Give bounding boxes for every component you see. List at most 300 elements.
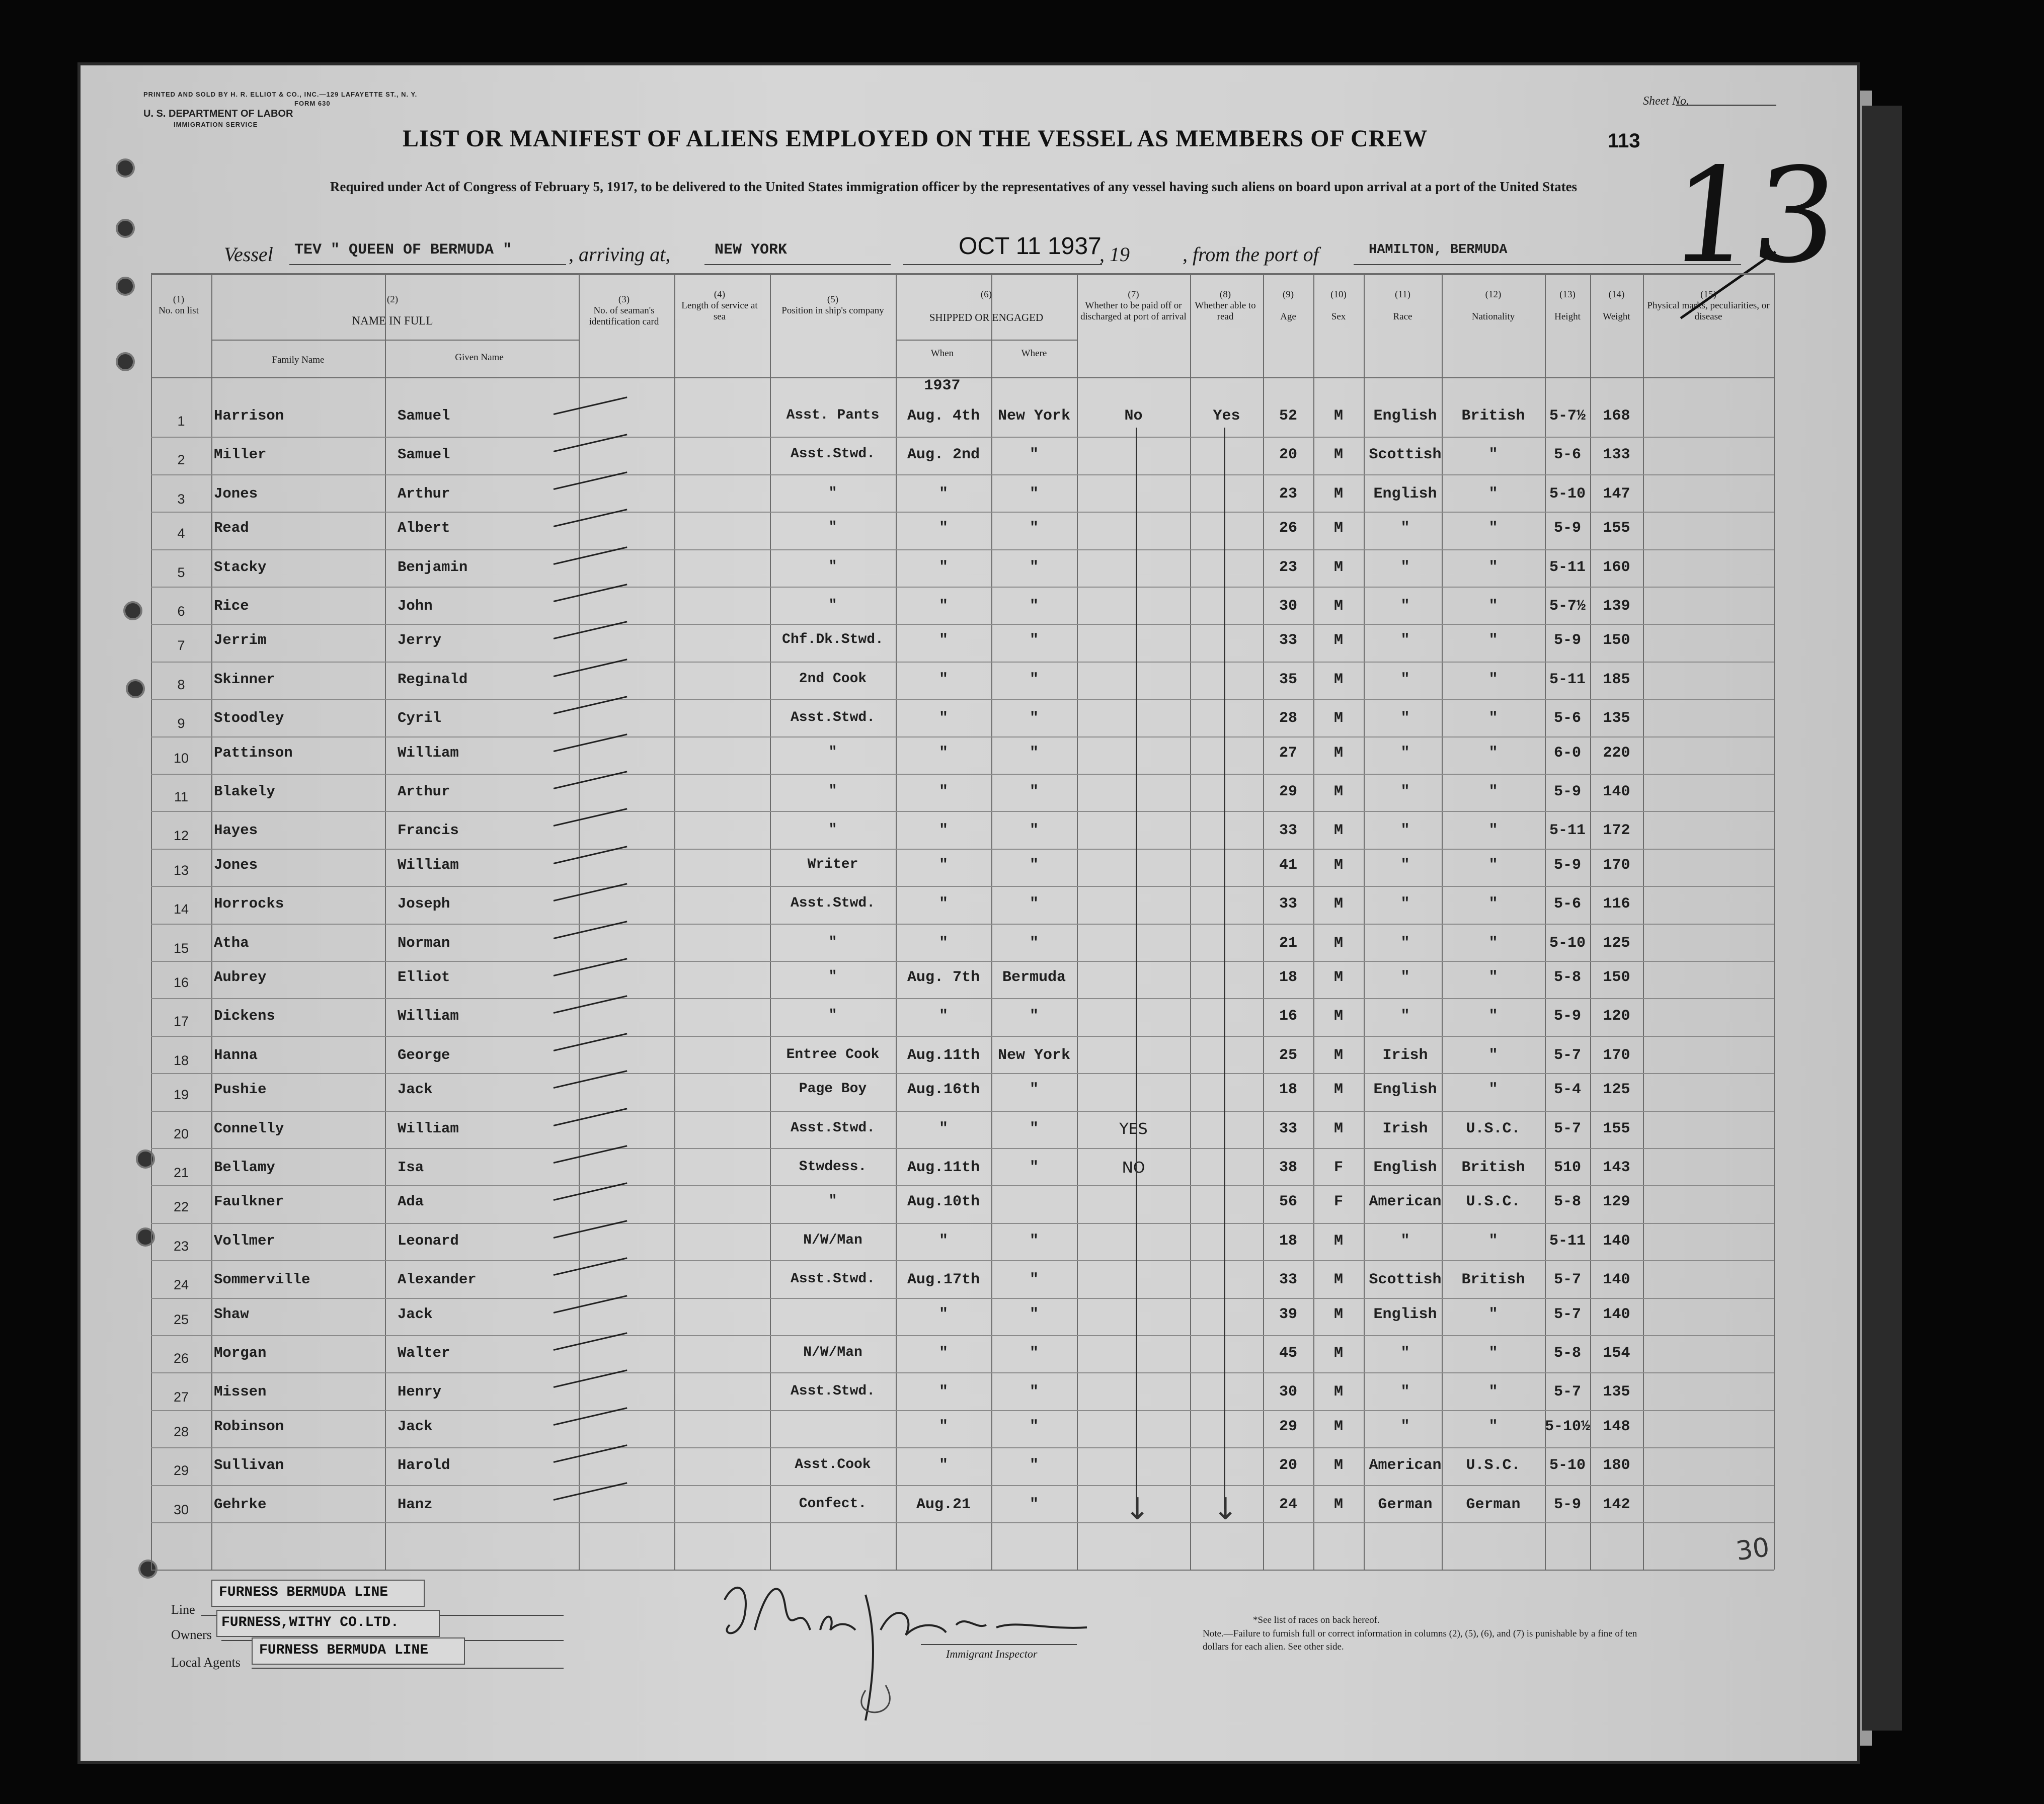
- row-17-race: ": [1400, 1008, 1410, 1025]
- table-column-rule: [1077, 273, 1078, 1570]
- row-30-family: Gehrke: [214, 1496, 267, 1513]
- row-6-given: John: [398, 598, 433, 614]
- row-23-where: ": [1029, 1232, 1039, 1250]
- row-13-when: ": [938, 856, 948, 874]
- pencil-total: 30: [1734, 1532, 1772, 1567]
- row-2-when: Aug. 2nd: [907, 446, 980, 464]
- row-7-where: ": [1029, 632, 1039, 649]
- row-17-no: 17: [173, 1014, 189, 1029]
- row-17-given: William: [398, 1008, 459, 1025]
- row-22-when: Aug.10th: [907, 1193, 980, 1211]
- row-6-nationality: ": [1488, 598, 1498, 615]
- row-29-family: Sullivan: [214, 1457, 284, 1474]
- table-row-rule: [151, 1372, 1774, 1373]
- row-15-sex: M: [1333, 934, 1343, 952]
- row-14-race: ": [1400, 895, 1410, 913]
- row-13-family: Jones: [214, 856, 258, 873]
- fine-note: Note.—Failure to furnish full or correct information in columns (2), (5), (6), and (7) is punishable by a fine of ten dollars for each alien. See other side.: [1203, 1628, 1637, 1652]
- row-12-position: ": [828, 822, 837, 838]
- table-column-rule: [1643, 273, 1644, 1570]
- row-12-no: 12: [173, 828, 189, 844]
- binder-hole: [116, 219, 135, 238]
- row-3-when: ": [938, 485, 948, 503]
- table-row-rule: [151, 774, 1774, 775]
- row-4-where: ": [1029, 520, 1039, 537]
- row-26-where: ": [1029, 1345, 1039, 1362]
- vessel-label: Vessel: [224, 243, 273, 266]
- row-20-where: ": [1029, 1120, 1039, 1137]
- row-18-race: Irish: [1382, 1046, 1428, 1064]
- table-row-rule: [151, 1260, 1774, 1261]
- col12-header: [1442, 289, 1545, 322]
- row-22-weight: 129: [1603, 1193, 1630, 1211]
- row-11-race: ": [1400, 783, 1410, 800]
- row-3-family: Jones: [214, 485, 258, 502]
- col2-label: NAME IN FULL: [352, 314, 433, 327]
- row-17-sex: M: [1333, 1008, 1343, 1025]
- row-8-when: ": [938, 671, 948, 688]
- row-26-age: 45: [1279, 1345, 1297, 1362]
- row-22-position: ": [828, 1193, 837, 1209]
- col2-number: (2): [386, 294, 399, 305]
- row-1-nationality: British: [1461, 407, 1525, 425]
- row-2-sex: M: [1333, 446, 1343, 464]
- row-19-age: 18: [1279, 1081, 1297, 1099]
- row-7-age: 33: [1279, 632, 1297, 649]
- row-12-weight: 172: [1603, 822, 1630, 840]
- row-9-position: Asst.Stwd.: [790, 710, 876, 726]
- row-30-no: 30: [173, 1502, 189, 1517]
- row-14-when: ": [938, 895, 948, 913]
- row-7-nationality: ": [1488, 632, 1498, 649]
- row-15-race: ": [1400, 934, 1410, 952]
- row-19-family: Pushie: [214, 1081, 267, 1098]
- table-column-rule: [579, 273, 580, 1570]
- col14-number: (14): [1608, 289, 1625, 300]
- row-4-race: ": [1400, 520, 1410, 537]
- row-23-age: 18: [1279, 1232, 1297, 1250]
- row-5-position: ": [828, 558, 837, 575]
- row-4-family: Read: [214, 520, 249, 537]
- row-9-age: 28: [1279, 710, 1297, 727]
- row-21-where: ": [1029, 1159, 1039, 1176]
- row-4-position: ": [828, 520, 837, 536]
- row-12-nationality: ": [1488, 822, 1498, 840]
- row-24-position: Asst.Stwd.: [790, 1271, 876, 1287]
- row-13-age: 41: [1279, 856, 1297, 874]
- table-column-rule: [1313, 273, 1314, 1570]
- arriving-port: NEW YORK: [715, 241, 788, 259]
- table-row-rule: [151, 587, 1774, 588]
- row-9-nationality: ": [1488, 710, 1498, 727]
- row-18-nationality: ": [1488, 1046, 1498, 1064]
- row-28-family: Robinson: [214, 1418, 284, 1435]
- row-10-height: 6-0: [1553, 744, 1581, 762]
- row-27-no: 27: [173, 1389, 189, 1405]
- row-27-height: 5-7: [1553, 1383, 1581, 1401]
- table-row-rule: [151, 849, 1774, 850]
- row-24-sex: M: [1333, 1271, 1343, 1289]
- row-20-given: William: [398, 1120, 459, 1137]
- row-11-where: ": [1029, 783, 1039, 800]
- row-3-race: English: [1373, 485, 1437, 503]
- row-26-position: N/W/Man: [803, 1345, 862, 1360]
- row-11-nationality: ": [1488, 783, 1498, 800]
- table-column-rule: [770, 273, 771, 1570]
- row-6-where: ": [1029, 598, 1039, 615]
- table-row-rule: [151, 998, 1774, 999]
- binder-hole: [116, 352, 135, 371]
- row-5-age: 23: [1279, 558, 1297, 576]
- row-26-given: Walter: [398, 1345, 450, 1361]
- page-number: 113: [1608, 130, 1640, 152]
- row-4-height: 5-9: [1553, 520, 1581, 537]
- row-20-family: Connelly: [214, 1120, 284, 1137]
- col7-number: (7): [1128, 289, 1139, 300]
- col12-number: (12): [1485, 289, 1502, 300]
- row-27-given: Henry: [398, 1383, 442, 1401]
- row-19-height: 5-4: [1553, 1081, 1581, 1099]
- row-15-no: 15: [173, 940, 189, 956]
- row-27-weight: 135: [1603, 1383, 1630, 1401]
- row-25-weight: 140: [1603, 1305, 1630, 1323]
- date-stamp: OCT 11 1937: [959, 233, 1102, 260]
- row-21-position: Stwdess.: [799, 1159, 867, 1175]
- row-10-no: 10: [173, 750, 189, 766]
- row-6-no: 6: [177, 604, 185, 619]
- row-13-nationality: ": [1488, 856, 1498, 874]
- row-5-given: Benjamin: [398, 558, 468, 576]
- col13-label: Height: [1554, 311, 1581, 322]
- row-19-position: Page Boy: [799, 1081, 867, 1097]
- row-17-position: ": [828, 1008, 837, 1024]
- row-27-position: Asst.Stwd.: [790, 1383, 876, 1400]
- table-row-rule: [151, 924, 1774, 925]
- row-3-height: 5-10: [1549, 485, 1586, 503]
- year-label: , 19: [1099, 243, 1130, 266]
- owners-value: FURNESS,WITHY CO.LTD.: [221, 1615, 399, 1630]
- row-6-race: ": [1400, 598, 1410, 615]
- row-4-age: 26: [1279, 520, 1297, 537]
- row-24-height: 5-7: [1553, 1271, 1581, 1289]
- row-18-position: Entree Cook: [786, 1046, 880, 1062]
- printer-imprint: PRINTED AND SOLD BY H. R. ELLIOT & CO., INC.—129 LAFAYETTE ST., N. Y.: [143, 91, 418, 98]
- col13-number: (13): [1559, 289, 1576, 300]
- row-1-when: Aug. 4th: [907, 407, 980, 425]
- row-20-race: Irish: [1382, 1120, 1428, 1137]
- col9-header: [1263, 289, 1313, 322]
- row-25-family: Shaw: [214, 1305, 249, 1323]
- row-11-when: ": [938, 783, 948, 800]
- row-19-when: Aug.16th: [907, 1081, 980, 1099]
- row-27-family: Missen: [214, 1383, 267, 1401]
- row-1-where: New York: [997, 407, 1071, 425]
- col6-number: (6): [980, 289, 992, 300]
- inspector-underline: [921, 1644, 1077, 1645]
- row-1-height: 5-7½: [1549, 407, 1586, 425]
- row-10-nationality: ": [1488, 744, 1498, 762]
- table-row-rule: [151, 1148, 1774, 1149]
- inspector-signature: [704, 1570, 1097, 1726]
- row-30-race: German: [1378, 1496, 1433, 1513]
- row-23-sex: M: [1333, 1232, 1343, 1250]
- row-7-sex: M: [1333, 632, 1343, 649]
- agents-label: Local Agents: [171, 1655, 241, 1670]
- row-28-race: ": [1400, 1418, 1410, 1435]
- row-18-when: Aug.11th: [907, 1046, 980, 1064]
- row-24-where: ": [1029, 1271, 1039, 1289]
- arriving-underline: [704, 264, 891, 265]
- row-30-weight: 142: [1603, 1496, 1630, 1513]
- row-12-where: ": [1029, 822, 1039, 840]
- row-2-given: Samuel: [398, 446, 450, 463]
- col1-label: No. on list: [159, 305, 199, 316]
- form-number: FORM 630: [294, 100, 331, 107]
- row-21-family: Bellamy: [214, 1159, 275, 1176]
- row-16-race: ": [1400, 969, 1410, 986]
- table-column-rule: [1364, 273, 1365, 1570]
- row-13-height: 5-9: [1553, 856, 1581, 874]
- row-29-position: Asst.Cook: [795, 1457, 871, 1473]
- row-28-age: 29: [1279, 1418, 1297, 1435]
- row-23-given: Leonard: [398, 1232, 459, 1249]
- col7-label: Whether to be paid off or discharged at port of arrival: [1080, 300, 1187, 322]
- row-29-nationality: U.S.C.: [1466, 1457, 1521, 1474]
- row-23-when: ": [938, 1232, 948, 1250]
- col4-header: [674, 289, 765, 322]
- row-29-where: ": [1029, 1457, 1039, 1474]
- row-16-nationality: ": [1488, 969, 1498, 986]
- row-9-sex: M: [1333, 710, 1343, 727]
- row-14-weight: 116: [1603, 895, 1630, 913]
- row-16-when: Aug. 7th: [907, 969, 980, 986]
- col6-label: SHIPPED OR ENGAGED: [929, 311, 1044, 323]
- row-3-given: Arthur: [398, 485, 450, 502]
- row-8-height: 5-11: [1549, 671, 1586, 688]
- row-18-weight: 170: [1603, 1046, 1630, 1064]
- table-row-rule: [151, 624, 1774, 625]
- row-19-where: ": [1029, 1081, 1039, 1099]
- row-5-family: Stacky: [214, 558, 267, 576]
- row-22-race: American: [1369, 1193, 1442, 1211]
- row-24-no: 24: [173, 1277, 189, 1293]
- row-8-position: 2nd Cook: [799, 671, 867, 687]
- col1-header: [151, 294, 206, 316]
- row-10-given: William: [398, 744, 459, 761]
- row-8-no: 8: [177, 677, 185, 692]
- row-13-given: William: [398, 856, 459, 873]
- row-27-nationality: ": [1488, 1383, 1498, 1401]
- page-title: LIST OR MANIFEST OF ALIENS EMPLOYED ON THE VESSEL AS MEMBERS OF CREW: [403, 125, 1428, 152]
- row-19-race: English: [1373, 1081, 1437, 1099]
- line-label: Line: [171, 1602, 195, 1617]
- row-20-no: 20: [173, 1126, 189, 1141]
- row-1-no: 1: [177, 414, 185, 429]
- row-15-weight: 125: [1603, 934, 1630, 952]
- row-30-nationality: German: [1466, 1496, 1521, 1513]
- row-25-sex: M: [1333, 1305, 1343, 1323]
- col10-label: Sex: [1331, 311, 1346, 322]
- row-15-where: ": [1029, 934, 1039, 952]
- table-header-rule: [896, 340, 1077, 341]
- row-19-weight: 125: [1603, 1081, 1630, 1099]
- row-23-height: 5-11: [1549, 1232, 1586, 1250]
- row-26-race: ": [1400, 1345, 1410, 1362]
- row-29-age: 20: [1279, 1457, 1297, 1474]
- row-30-age: 24: [1279, 1496, 1297, 1513]
- row-3-where: ": [1029, 485, 1039, 503]
- row-1-given: Samuel: [398, 407, 450, 424]
- from-port-label: , from the port of: [1183, 243, 1319, 266]
- row-15-position: ": [828, 934, 837, 950]
- from-port-underline: [1354, 264, 1741, 265]
- row-13-no: 13: [173, 862, 189, 878]
- row-10-weight: 220: [1603, 744, 1630, 762]
- row-25-race: English: [1373, 1305, 1437, 1323]
- row-22-no: 22: [173, 1199, 189, 1215]
- row-27-sex: M: [1333, 1383, 1343, 1401]
- row-26-no: 26: [173, 1351, 189, 1366]
- row-3-sex: M: [1333, 485, 1343, 503]
- row-6-age: 30: [1279, 598, 1297, 615]
- row-9-no: 9: [177, 716, 185, 731]
- row-30-sex: M: [1333, 1496, 1343, 1513]
- row-2-nationality: ": [1488, 446, 1498, 464]
- row-12-sex: M: [1333, 822, 1343, 840]
- row-17-when: ": [938, 1008, 948, 1025]
- row-23-weight: 140: [1603, 1232, 1630, 1250]
- col15-header: [1643, 289, 1774, 322]
- row-14-no: 14: [173, 901, 189, 917]
- table-row-rule: [151, 474, 1774, 475]
- row-10-race: ": [1400, 744, 1410, 762]
- table-row-rule: [151, 1298, 1774, 1299]
- row-1-paid: No: [1124, 407, 1143, 425]
- table-row-rule: [151, 736, 1774, 737]
- table-column-rule: [1774, 273, 1775, 1570]
- row-16-sex: M: [1333, 969, 1343, 986]
- row-18-given: George: [398, 1046, 450, 1063]
- row-7-no: 7: [177, 638, 185, 653]
- row-22-given: Ada: [398, 1193, 424, 1210]
- row-14-age: 33: [1279, 895, 1297, 913]
- row-7-weight: 150: [1603, 632, 1630, 649]
- row-6-when: ": [938, 598, 948, 615]
- row-6-family: Rice: [214, 598, 249, 614]
- row-16-weight: 150: [1603, 969, 1630, 986]
- col12-label: Nationality: [1471, 311, 1515, 322]
- row-14-position: Asst.Stwd.: [790, 895, 876, 912]
- row-5-when: ": [938, 558, 948, 576]
- row-9-when: ": [938, 710, 948, 727]
- row-16-where: Bermuda: [1002, 969, 1066, 986]
- row-16-given: Elliot: [398, 969, 450, 986]
- row-17-height: 5-9: [1553, 1008, 1581, 1025]
- row-9-height: 5-6: [1553, 710, 1581, 727]
- row-18-height: 5-7: [1553, 1046, 1581, 1064]
- row-3-position: ": [828, 485, 837, 501]
- row-20-when: ": [938, 1120, 948, 1137]
- row-8-weight: 185: [1603, 671, 1630, 688]
- col5-number: (5): [827, 294, 839, 305]
- row-30-height: 5-9: [1553, 1496, 1581, 1513]
- table-row-rule: [151, 1185, 1774, 1186]
- col2-given-label: Given Name: [455, 352, 504, 363]
- row-9-family: Stoodley: [214, 710, 284, 727]
- row-1-position: Asst. Pants: [786, 407, 880, 423]
- row-3-nationality: ": [1488, 485, 1498, 503]
- row-24-nationality: British: [1461, 1271, 1525, 1289]
- col8-label: Whether able to read: [1195, 300, 1256, 322]
- row-28-nationality: ": [1488, 1418, 1498, 1435]
- table-header-rule: [151, 274, 1774, 275]
- row-29-given: Harold: [398, 1457, 450, 1474]
- row-26-sex: M: [1333, 1345, 1343, 1362]
- row-7-position: Chf.Dk.Stwd.: [782, 632, 884, 648]
- row-5-sex: M: [1333, 558, 1343, 576]
- row-27-where: ": [1029, 1383, 1039, 1401]
- col14-header: [1590, 289, 1643, 322]
- row-26-weight: 154: [1603, 1345, 1630, 1362]
- row-19-nationality: ": [1488, 1081, 1498, 1099]
- row-7-race: ": [1400, 632, 1410, 649]
- row-8-given: Reginald: [398, 671, 468, 688]
- page-shadow: [1862, 106, 1902, 1731]
- row-4-weight: 155: [1603, 520, 1630, 537]
- row-15-age: 21: [1279, 934, 1297, 952]
- row-28-height: 5-10½: [1545, 1418, 1591, 1435]
- row-25-given: Jack: [398, 1305, 433, 1323]
- row-24-family: Sommerville: [214, 1271, 310, 1288]
- row-13-race: ": [1400, 856, 1410, 874]
- row-14-family: Horrocks: [214, 895, 284, 913]
- table-row-rule: [151, 886, 1774, 887]
- row-21-height: 510: [1553, 1159, 1581, 1176]
- col8-number: (8): [1219, 289, 1231, 300]
- arriving-label: , arriving at,: [569, 243, 671, 266]
- table-row-rule: [151, 1223, 1774, 1224]
- row-25-age: 39: [1279, 1305, 1297, 1323]
- row-11-given: Arthur: [398, 783, 450, 800]
- row-8-race: ": [1400, 671, 1410, 688]
- row-22-height: 5-8: [1553, 1193, 1581, 1211]
- row-27-race: ": [1400, 1383, 1410, 1401]
- row-21-no: 21: [173, 1165, 189, 1180]
- table-row-rule: [151, 512, 1774, 513]
- row-11-family: Blakely: [214, 783, 275, 800]
- row-19-given: Jack: [398, 1081, 433, 1098]
- row-29-height: 5-10: [1549, 1457, 1586, 1474]
- row-4-when: ": [938, 520, 948, 537]
- row-24-given: Alexander: [398, 1271, 477, 1288]
- row-21-weight: 143: [1603, 1159, 1630, 1176]
- row-24-weight: 140: [1603, 1271, 1630, 1289]
- row-26-family: Morgan: [214, 1345, 267, 1361]
- row-22-family: Faulkner: [214, 1193, 284, 1210]
- table-row-rule: [151, 1335, 1774, 1336]
- row-28-given: Jack: [398, 1418, 433, 1435]
- col6-when-label: When: [930, 348, 954, 359]
- row-20-nationality: U.S.C.: [1466, 1120, 1521, 1137]
- subtitle: Required under Act of Congress of February 5, 1917, to be delivered to the United States immigration officer by the representatives of any vessel having such aliens on board upon arrival at a port of the United States: [330, 179, 1578, 194]
- row-25-no: 25: [173, 1311, 189, 1327]
- table-row-rule: [151, 1073, 1774, 1074]
- row-20-position: Asst.Stwd.: [790, 1120, 876, 1136]
- row-16-family: Aubrey: [214, 969, 267, 986]
- row-15-height: 5-10: [1549, 934, 1586, 952]
- row-7-height: 5-9: [1553, 632, 1581, 649]
- row-14-nationality: ": [1488, 895, 1498, 913]
